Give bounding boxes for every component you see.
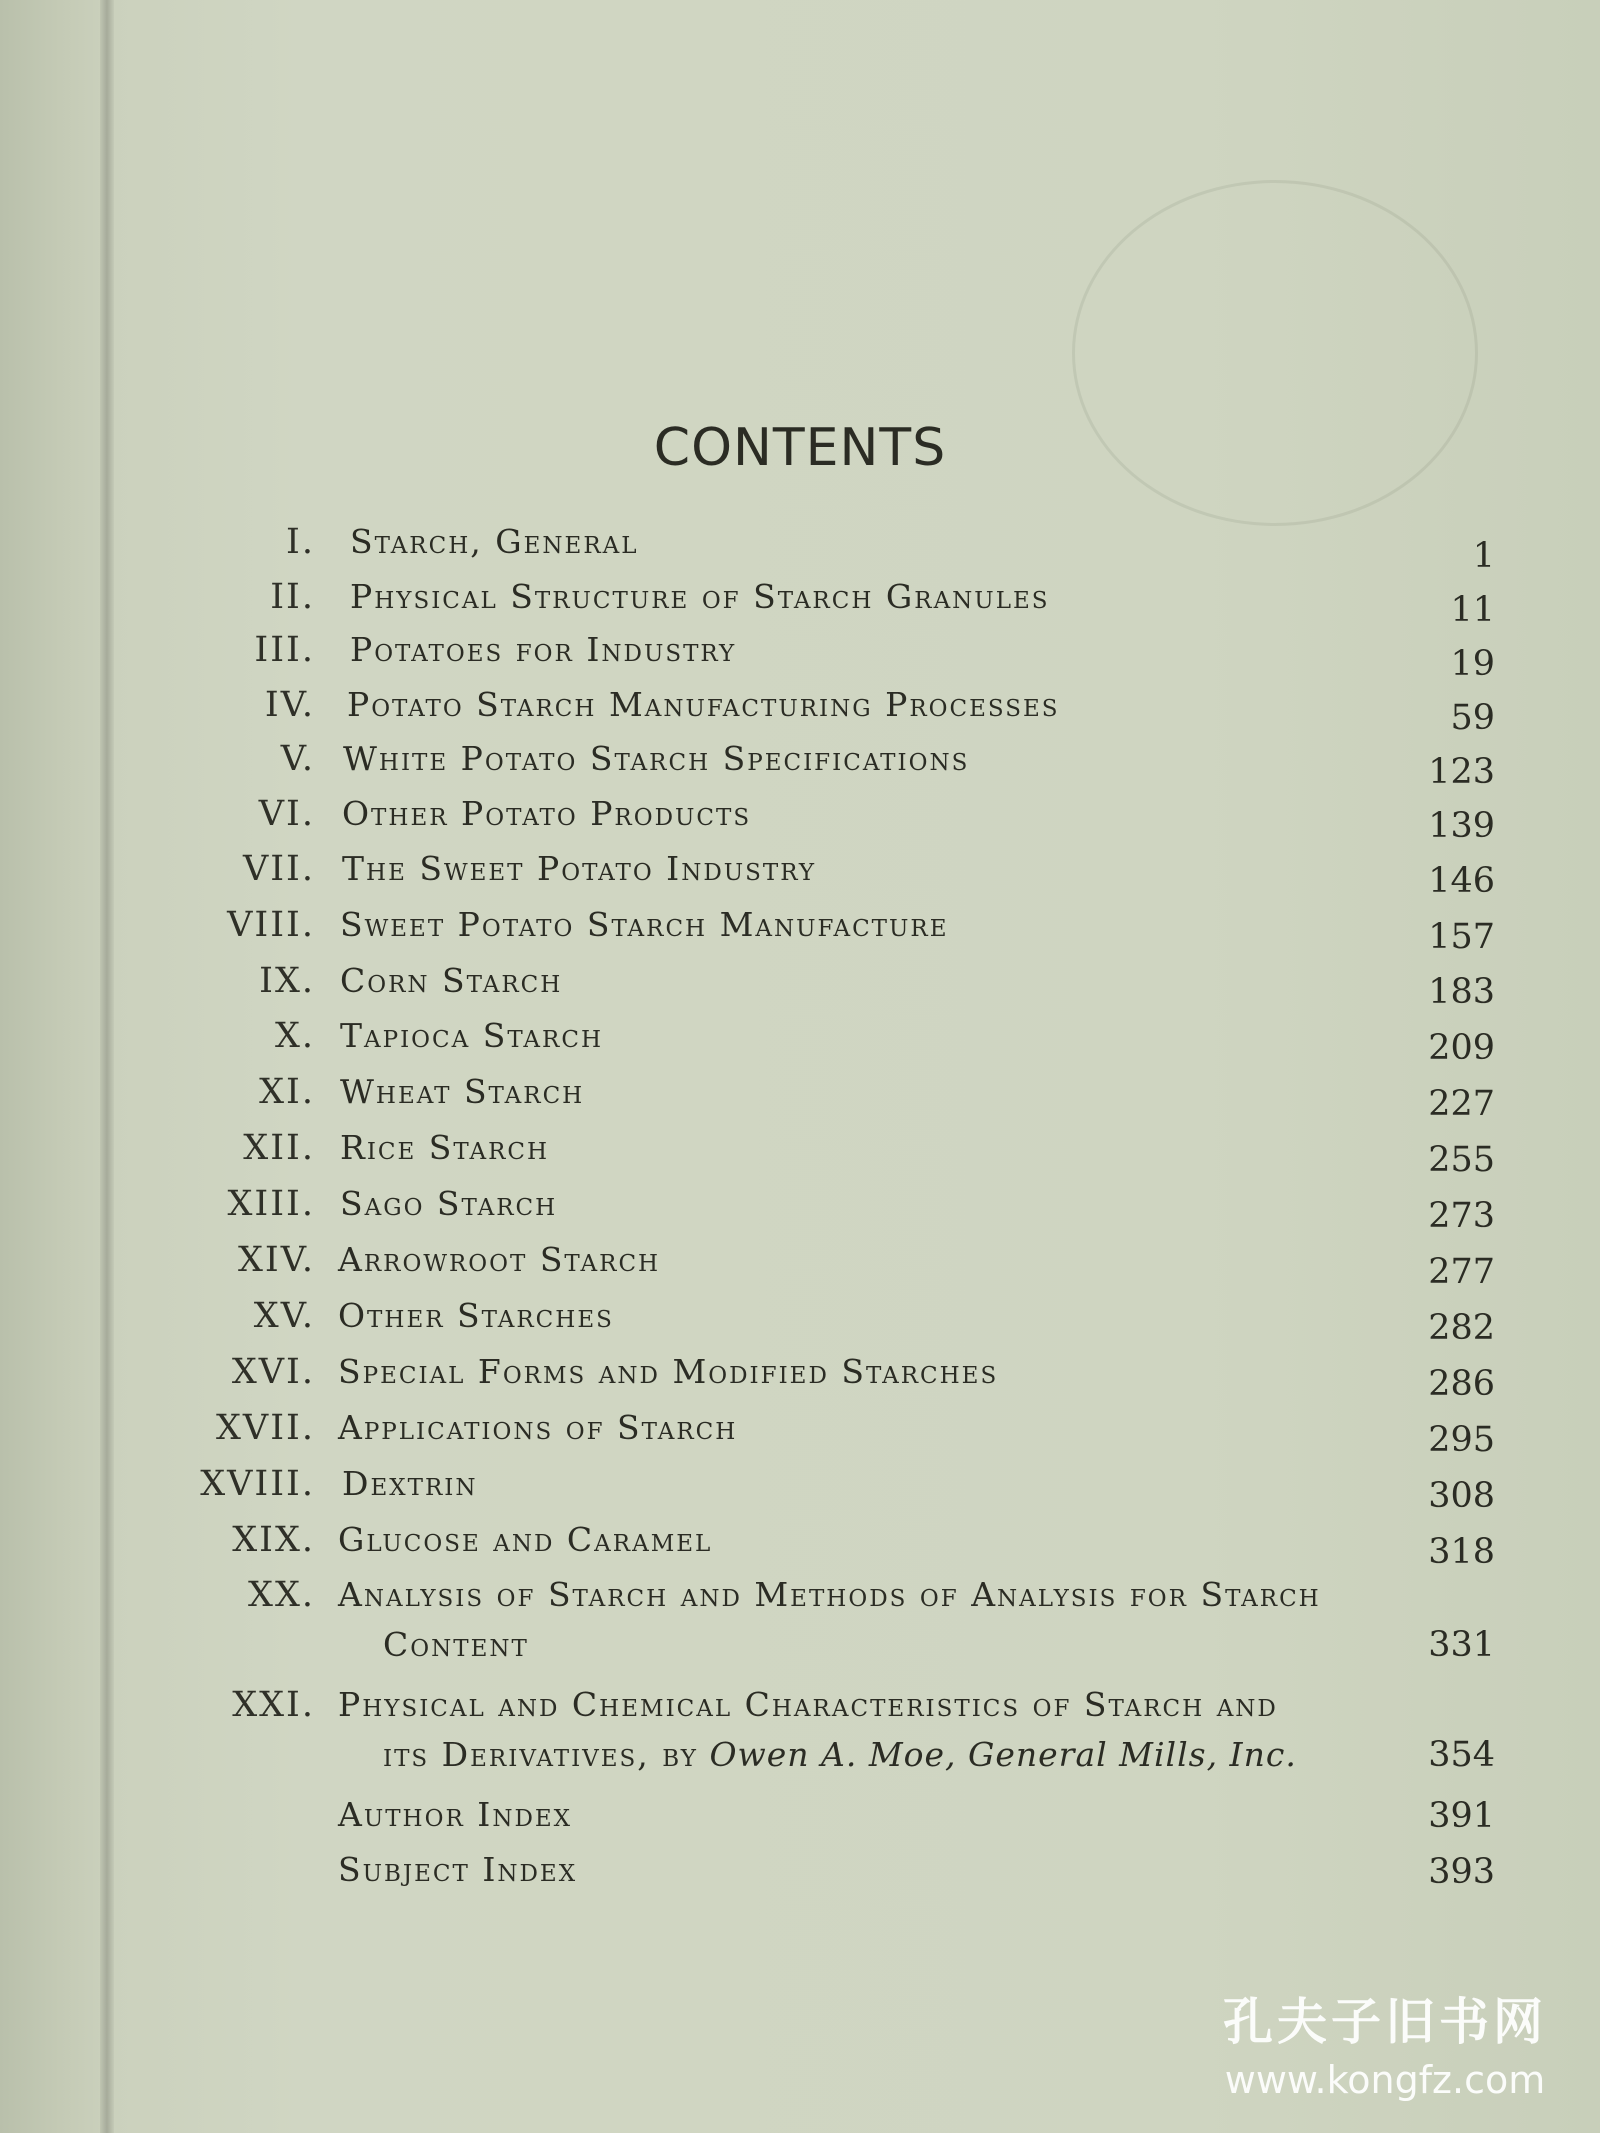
page-number: 59 — [1450, 698, 1495, 738]
chapter-number: III. — [254, 630, 315, 670]
chapter-title: Applications of Starch — [338, 1408, 738, 1447]
chapter-number: V. — [280, 739, 315, 779]
chapter-title: Physical and Chemical Characteristics of Starch and — [338, 1685, 1278, 1724]
chapter-number: I. — [286, 522, 315, 562]
watermark-logo-text: 孔夫子旧书网 — [1223, 1993, 1547, 2051]
chapter-number: XIX. — [232, 1520, 315, 1560]
chapter-number: XIII. — [227, 1184, 315, 1224]
chapter-title-continued: its Derivatives, by Owen A. Moe, General Mills, Inc. — [383, 1735, 1297, 1774]
chapter-title: Sago Starch — [340, 1184, 558, 1223]
chapter-title: Author Index — [338, 1795, 573, 1834]
page-number: 308 — [1428, 1476, 1495, 1516]
chapter-number: XXI. — [232, 1685, 315, 1725]
chapter-number: XII. — [243, 1128, 315, 1168]
chapter-number: XI. — [259, 1072, 315, 1112]
chapter-number: XVII. — [216, 1408, 315, 1448]
contents-heading: CONTENTS — [653, 418, 947, 478]
chapter-number: XX. — [248, 1575, 315, 1615]
chapter-number: XV. — [253, 1296, 315, 1336]
chapter-title: Wheat Starch — [340, 1072, 585, 1111]
page-number: 286 — [1428, 1364, 1495, 1404]
page-number: 295 — [1428, 1420, 1495, 1460]
page-number: 391 — [1428, 1796, 1495, 1836]
page-number: 393 — [1428, 1852, 1495, 1892]
chapter-number: II. — [270, 577, 315, 617]
chapter-title: Potato Starch Manufacturing Processes — [347, 685, 1060, 724]
chapter-title: Sweet Potato Starch Manufacture — [340, 905, 949, 944]
page-number: 139 — [1428, 806, 1495, 846]
page-number: 282 — [1428, 1308, 1495, 1348]
page-number: 277 — [1428, 1252, 1495, 1292]
site-watermark — [1205, 1982, 1565, 2102]
chapter-title: Potatoes for Industry — [350, 630, 737, 669]
chapter-title: Tapioca Starch — [340, 1016, 604, 1055]
chapter-title: Special Forms and Modified Starches — [338, 1352, 999, 1391]
chapter-title: Corn Starch — [340, 961, 563, 1000]
chapter-author: Owen A. Moe, General Mills, Inc. — [697, 1735, 1297, 1774]
page-number: 354 — [1428, 1735, 1495, 1775]
page-number: 209 — [1428, 1028, 1495, 1068]
chapter-number: VIII. — [227, 905, 315, 945]
chapter-number: XVI. — [231, 1352, 315, 1392]
chapter-title: Rice Starch — [340, 1128, 550, 1167]
page-number: 11 — [1450, 590, 1495, 630]
page-number: 183 — [1428, 972, 1495, 1012]
chapter-title: Other Potato Products — [342, 794, 752, 833]
chapter-title: Subject Index — [338, 1850, 578, 1889]
chapter-number: XVIII. — [200, 1464, 315, 1504]
chapter-title-continued: Content — [383, 1625, 529, 1664]
chapter-number: IX. — [259, 961, 315, 1001]
page-number: 331 — [1428, 1625, 1495, 1665]
page-number: 123 — [1428, 752, 1495, 792]
chapter-title: White Potato Starch Specifications — [343, 739, 970, 778]
page-number: 227 — [1428, 1084, 1495, 1124]
chapter-number: IV. — [264, 685, 315, 725]
chapter-title: Dextrin — [342, 1464, 478, 1503]
chapter-number: VI. — [258, 794, 315, 834]
page-number: 318 — [1428, 1532, 1495, 1572]
chapter-title: Analysis of Starch and Methods of Analysis for Starch — [338, 1575, 1321, 1614]
chapter-title: Glucose and Caramel — [338, 1520, 713, 1559]
chapter-number: X. — [274, 1016, 315, 1056]
chapter-title: Arrowroot Starch — [338, 1240, 661, 1279]
chapter-title: The Sweet Potato Industry — [342, 849, 817, 888]
chapter-number: XIV. — [237, 1240, 315, 1280]
page-number: 146 — [1428, 861, 1495, 901]
page-number: 273 — [1428, 1196, 1495, 1236]
chapter-title: Starch, General — [350, 522, 639, 561]
chapter-title: Physical Structure of Starch Granules — [350, 577, 1050, 616]
watermark-url: www.kongfz.com — [1224, 2058, 1546, 2102]
page-number: 19 — [1450, 644, 1495, 684]
page-number: 255 — [1428, 1140, 1495, 1180]
chapter-title: Other Starches — [338, 1296, 614, 1335]
page-number: 1 — [1472, 536, 1495, 576]
page-number: 157 — [1428, 917, 1495, 957]
chapter-number: VII. — [242, 849, 315, 889]
